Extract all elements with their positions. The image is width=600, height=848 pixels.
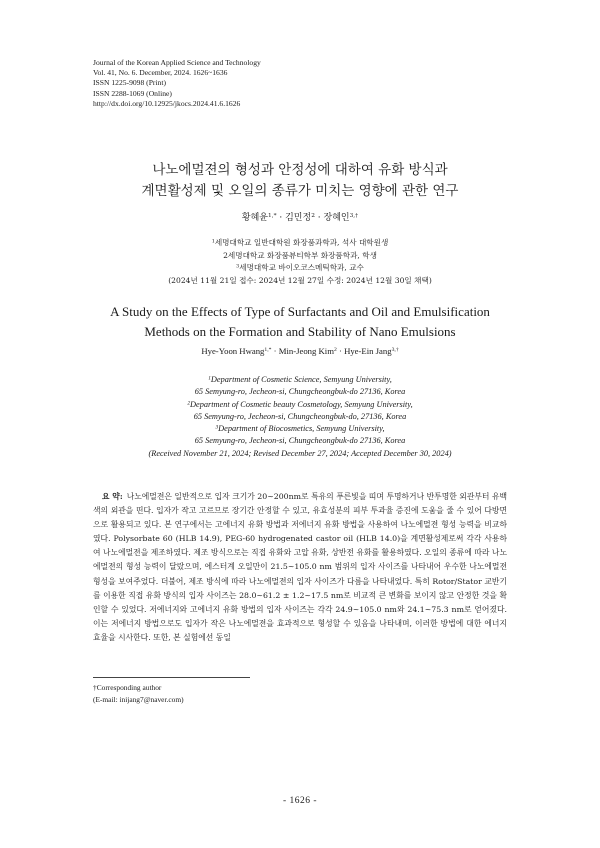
english-title: [0, 302, 600, 341]
english-affiliations: [0, 374, 600, 460]
english-authors: [0, 346, 600, 356]
abstract-label: 요 약:: [102, 492, 123, 501]
affiliation-marker: 1: [208, 375, 211, 382]
english-affiliation-3-address: 65 Semyung-ro, Jecheon-si, Chungcheongbuk-do 27136, Korea: [194, 436, 406, 446]
author-name: Hye-Ein Jang: [344, 346, 392, 356]
author-separator: ·: [271, 346, 279, 356]
author-name: Min-Jeong Kim: [278, 346, 334, 356]
english-affiliation-1: [0, 374, 600, 386]
affiliation-text: Department of Cosmetic Science, Semyung University,: [210, 375, 392, 384]
korean-title-line2: 계면활성제 및 오일의 종류가 미치는 영향에 관한 연구: [141, 183, 459, 199]
author-name: 장혜인: [323, 213, 350, 223]
english-title-line2: Methods on the Formation and Stability of Nano Emulsions: [144, 323, 456, 339]
author-marker: 1,*: [268, 213, 277, 220]
author-marker: 2: [311, 213, 315, 220]
korean-title-line1: 나노에멀젼의 형성과 안정성에 대하여 유화 방식과: [152, 162, 448, 178]
doi-link[interactable]: http://dx.doi.org/10.12925/jkocs.2024.41.6.1626: [93, 98, 241, 108]
korean-affiliation-1: [0, 237, 600, 250]
affiliation-text: 세명대학교 일반대학원 화장품과학과, 석사 대학원생: [214, 238, 389, 247]
author-separator: ·: [314, 213, 324, 223]
korean-affiliations: [0, 237, 600, 287]
author-marker: 3,†: [391, 347, 399, 354]
journal-volume: Vol. 41, No. 6. December, 2024. 1626~1636: [93, 68, 228, 78]
author-marker: 1,*: [264, 347, 272, 354]
affiliation-text: Department of Biocosmetics, Semyung University,: [218, 424, 385, 434]
affiliation-text: 세명대학교 바이오코스메틱학과, 교수: [239, 263, 364, 272]
author-name: Hye-Yoon Hwang: [201, 346, 265, 356]
abstract: [93, 490, 507, 645]
affiliation-marker: 2: [187, 399, 191, 406]
author-marker: 2: [333, 347, 337, 354]
korean-dates: (2024년 11월 21일 접수: 2024년 12월 27일 수정: 2024년 12월 30일 채택): [168, 275, 432, 285]
journal-name: Journal of the Korean Applied Science and Technology: [93, 58, 261, 67]
corresponding-author-label: †Corresponding author: [93, 683, 162, 692]
affiliation-marker: 1: [211, 238, 215, 245]
author-marker: 3,†: [349, 213, 359, 220]
korean-affiliation-3: [0, 262, 600, 275]
author-name: 김민정: [285, 213, 312, 223]
affiliation-text: Department of Cosmetic beauty Cosmetology, Semyung University,: [190, 399, 413, 409]
issn-print: ISSN 1225-9098 (Print): [93, 78, 166, 88]
affiliation-marker: 3: [236, 263, 240, 270]
author-separator: ·: [336, 346, 345, 356]
abstract-body: 나노에멀젼은 일반적으로 입자 크기가 20~200nm로 특유의 푸른빛을 띠며 투명하거나 반투명한 외관부터 유백색의 외관을 띤다. 입자가 작고 고르므로 장기간 안정할 수 있고, 유효성분의 피부 투과율 증진에 도움을 줄 수 있어 다방면으로 활용되고 있다. 본 연구에서는 고에너지 유화 방법과 저에너지 유화 방법을 사용하여 나노에멀젼 형성 능력을 비교하였다. Polysorbate 60 (HLB 14.9), PEG-60 hydrogenated castor oil (HLB 14.0)을 계면활성제로써 각각 사용하여 나노에멀젼을 제조하였다. 제조 방식으로는 직접 유화와 고압 유화, 상반전 유화를 활용하였다. 오일의 종류에 따라 나노에멀젼의 형성 능력이 달랐으며, 에스터계 오일만이 21.5~105.0 nm 범위의 입자 사이즈를 나타내어 우수한 나노에멀젼 형성을 보여주었다. 더불어, 제조 방식에 따라 나노에멀젼의 입자 사이즈가 다름을 나타내었다. 특히 Rotor/Stator 교반기를 이용한 직접 유화 방식의 입자 사이즈는 28.0~61.2 ± 1.2~17.5 nm로 비교적 큰 변화를 보이지 않고 안정한 것을 확인할 수 있었다. 저에너지와 고에너지 유화 방법의 입자 사이즈는 각각 24.9~105.0 nm와 24.1~75.3 nm로 얻어졌다. 이는 저에너지 방법으로도 입자가 작은 나노에멀젼을 효과적으로 형성할 수 있음을 나타내며, 이러한 방법에 대한 에너지 효율을 시사한다. 또한, 본 실험에선 동일: [93, 492, 508, 642]
korean-title: [0, 160, 600, 202]
affiliation-marker: 3: [215, 424, 219, 431]
english-affiliation-1-address: 65 Semyung-ro, Jecheon-si, Chungcheongbuk-do 27136, Korea: [194, 387, 406, 397]
corresponding-author-email[interactable]: (E-mail: inijang7@naver.com): [93, 695, 184, 704]
page-number: - 1626 -: [282, 796, 318, 806]
author-name: 황혜윤: [241, 213, 268, 223]
journal-metadata: [93, 58, 261, 109]
english-affiliation-3: [0, 423, 600, 435]
footnote-divider: [93, 677, 250, 678]
footnote: [93, 682, 184, 706]
korean-authors: [0, 210, 600, 223]
korean-affiliation-2: 2세명대학교 화장품뷰티학부 화장품학과, 학생: [223, 250, 377, 260]
english-dates: (Received November 21, 2024; Revised December 27, 2024; Accepted December 30, 2024): [148, 448, 452, 458]
english-affiliation-2-address: 65 Semyung-ro, Jecheon-si, Chungcheongbuk-do, 27136, Korea: [193, 411, 407, 421]
author-separator: ·: [276, 213, 286, 223]
english-title-line1: A Study on the Effects of Type of Surfactants and Oil and Emulsification: [110, 304, 490, 319]
issn-online: ISSN 2288-1069 (Online): [93, 88, 172, 98]
english-affiliation-2: [0, 399, 600, 411]
